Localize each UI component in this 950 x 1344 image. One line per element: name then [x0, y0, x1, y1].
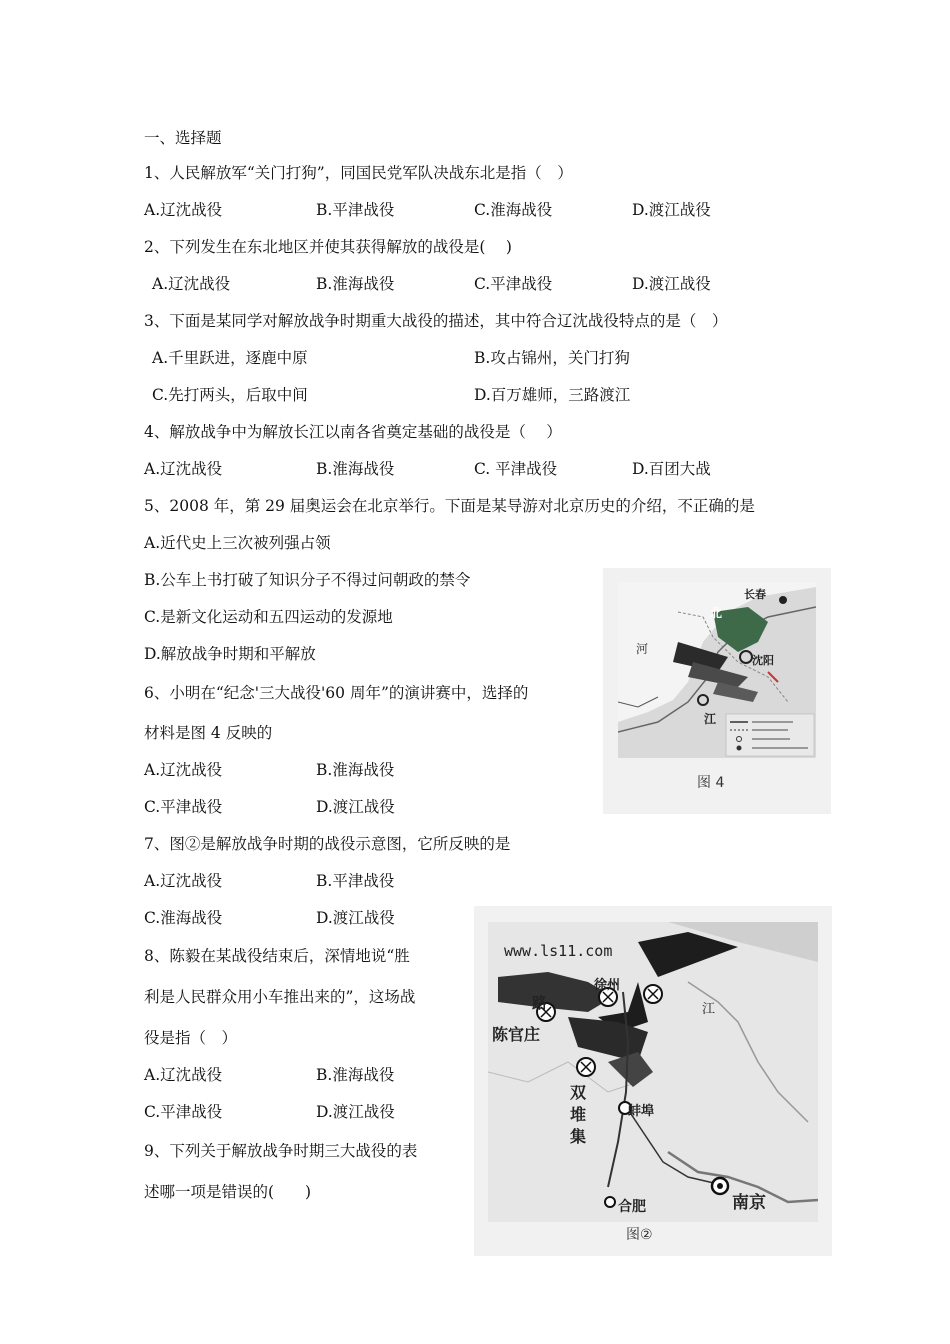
question-7-stem: 7、图②是解放战争时期的战役示意图，它所反映的是: [144, 835, 511, 853]
figure-4-label-changchun: 长春: [744, 588, 766, 601]
q1-option-b[interactable]: B.平津战役: [316, 201, 395, 219]
q4-option-c[interactable]: C. 平津战役: [474, 460, 558, 478]
question-1-stem: 1、人民解放军“关门打狗”，同国民党军队决战东北是指（ ）: [144, 164, 573, 182]
q7-option-d[interactable]: D.渡江战役: [316, 909, 395, 927]
question-8-stem-line-3: 役是指（ ）: [144, 1029, 238, 1047]
figure-2-label-nanjing: 南京: [732, 1193, 766, 1213]
q5-option-b[interactable]: B.公车上书打破了知识分子不得过问朝政的禁令: [144, 571, 471, 589]
figure-4-label-jiang: 江: [704, 712, 717, 726]
figure-2-watermark: www.ls11.com: [504, 942, 613, 960]
figure-2-label-xuzhou: 徐州: [594, 978, 621, 993]
figure-2: [474, 906, 832, 1256]
question-8-stem-line-1: 8、陈毅在某战役结束后，深情地说“胜: [144, 947, 410, 965]
q6-option-c[interactable]: C.平津战役: [144, 798, 223, 816]
question-6-stem-line-2: 材料是图 4 反映的: [144, 724, 273, 742]
figure-4-label-bei: 北: [710, 606, 723, 620]
q2-option-d[interactable]: D.渡江战役: [632, 275, 711, 293]
q2-option-a[interactable]: A.辽沈战役: [152, 275, 231, 293]
q6-option-b[interactable]: B.淮海战役: [316, 761, 395, 779]
q8-option-a[interactable]: A.辽沈战役: [144, 1066, 223, 1084]
q1-option-a[interactable]: A.辽沈战役: [144, 201, 223, 219]
q5-option-a[interactable]: A.近代史上三次被列强占领: [144, 534, 331, 552]
q5-option-c[interactable]: C.是新文化运动和五四运动的发源地: [144, 608, 393, 626]
q1-option-d[interactable]: D.渡江战役: [632, 201, 711, 219]
figure-2-label-jiang: 江: [702, 1002, 716, 1017]
section-title: 一、选择题: [144, 129, 222, 147]
figure-2-label-bengbu: 蚌埠: [628, 1104, 655, 1119]
question-2-stem: 2、下列发生在东北地区并使其获得解放的战役是( ): [144, 238, 512, 256]
q2-option-b[interactable]: B.淮海战役: [316, 275, 395, 293]
q7-option-c[interactable]: C.淮海战役: [144, 909, 223, 927]
q6-option-a[interactable]: A.辽沈战役: [144, 761, 223, 779]
q7-option-b[interactable]: B.平津战役: [316, 872, 395, 890]
q5-option-d[interactable]: D.解放战争时期和平解放: [144, 645, 316, 663]
question-5-stem: 5、2008 年，第 29 届奥运会在北京举行。下面是某导游对北京历史的介绍，不正确的是: [144, 497, 755, 515]
q4-option-d[interactable]: D.百团大战: [632, 460, 711, 478]
question-6-stem-line-1: 6、小明在“纪念'三大战役'60 周年”的演讲赛中，选择的: [144, 684, 529, 702]
figure-2-label-shuangduiji: 双堆集: [570, 1083, 587, 1146]
q4-option-b[interactable]: B.淮海战役: [316, 460, 395, 478]
figure-2-label-chenguanzhuang: 陈官庄: [492, 1025, 541, 1044]
figure-4-label-he: 河: [636, 642, 649, 656]
q1-option-c[interactable]: C.淮海战役: [474, 201, 553, 219]
figure-2-label-lu: 路: [532, 994, 548, 1012]
q3-option-d[interactable]: D.百万雄师，三路渡江: [474, 386, 631, 404]
q6-option-d[interactable]: D.渡江战役: [316, 798, 395, 816]
figure-4-caption: 图 4: [697, 775, 725, 791]
figure-2-caption: 图②: [626, 1227, 653, 1243]
question-4-stem: 4、解放战争中为解放长江以南各省奠定基础的战役是（ ）: [144, 423, 562, 441]
q3-option-b[interactable]: B.攻占锦州，关门打狗: [474, 349, 630, 367]
question-9-stem-line-2: 述哪一项是错误的( ): [144, 1183, 312, 1201]
q3-option-c[interactable]: C.先打两头，后取中间: [152, 386, 308, 404]
question-9-stem-line-1: 9、下列关于解放战争时期三大战役的表: [144, 1142, 418, 1160]
q3-option-a[interactable]: A.千里跃进，逐鹿中原: [152, 349, 308, 367]
figure-2-map: [488, 922, 818, 1222]
q2-option-c[interactable]: C.平津战役: [474, 275, 553, 293]
figure-4-label-shenyang: 沈阳: [752, 654, 774, 667]
question-3-stem: 3、下面是某同学对解放战争时期重大战役的描述，其中符合辽沈战役特点的是（ ）: [144, 312, 728, 330]
q4-option-a[interactable]: A.辽沈战役: [144, 460, 223, 478]
q7-option-a[interactable]: A.辽沈战役: [144, 872, 223, 890]
q8-option-b[interactable]: B.淮海战役: [316, 1066, 395, 1084]
q8-option-c[interactable]: C.平津战役: [144, 1103, 223, 1121]
question-8-stem-line-2: 利是人民群众用小车推出来的”，这场战: [144, 988, 416, 1006]
q8-option-d[interactable]: D.渡江战役: [316, 1103, 395, 1121]
figure-2-label-hefei: 合肥: [618, 1199, 646, 1215]
figure-4: [603, 568, 831, 814]
